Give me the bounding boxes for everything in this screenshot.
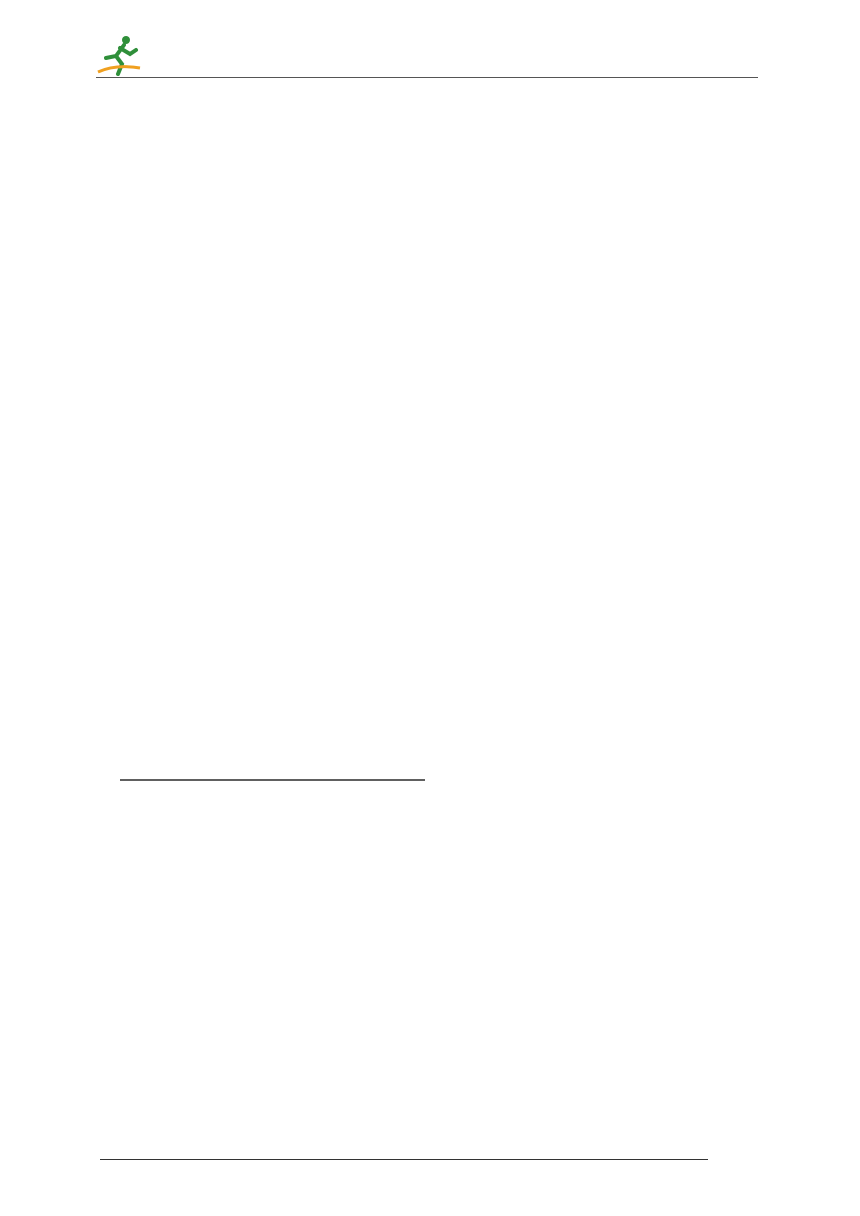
triangle-dot-array xyxy=(280,930,420,1080)
runner-icon xyxy=(96,34,142,76)
footer-divider xyxy=(100,1159,708,1160)
gauss-sum-formula xyxy=(120,735,430,805)
page-header xyxy=(0,0,860,80)
logo xyxy=(96,34,266,78)
header-divider xyxy=(96,77,758,78)
